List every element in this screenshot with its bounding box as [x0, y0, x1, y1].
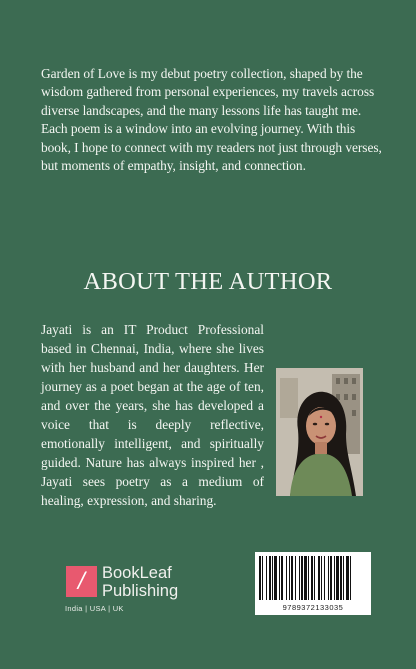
barcode-bar — [336, 556, 339, 600]
barcode-bar — [350, 556, 351, 600]
publisher-tagline: India | USA | UK — [65, 604, 124, 613]
barcode-bar — [272, 556, 273, 600]
publisher-name-line-1: BookLeaf — [102, 564, 172, 582]
barcode-bar — [343, 556, 344, 600]
barcode-bar — [330, 556, 332, 600]
author-photo — [276, 368, 363, 496]
barcode-bar — [269, 556, 271, 600]
barcode-bar — [324, 556, 325, 600]
barcode-bar — [295, 556, 296, 600]
barcode-bar — [266, 556, 267, 600]
barcode-bar — [301, 556, 303, 600]
barcode-bar — [262, 556, 263, 600]
about-author-heading: ABOUT THE AUTHOR — [83, 268, 333, 295]
barcode-bar — [281, 556, 283, 600]
barcode-bar — [274, 556, 277, 600]
barcode-bar — [314, 556, 315, 600]
barcode-bar — [308, 556, 309, 600]
barcode-bar — [291, 556, 293, 600]
barcode-bar — [259, 556, 261, 600]
isbn-barcode — [255, 552, 371, 615]
barcode-bar — [304, 556, 307, 600]
publisher-logo-mark — [66, 566, 97, 597]
publisher-name-line-2: Publishing — [102, 582, 179, 600]
barcode-bar — [346, 556, 349, 600]
barcode-bar — [340, 556, 342, 600]
author-bio: Jayati is an IT Product Professional based in Chennai, India, where she lives with her husband and her daughters. Her journey as a poet began at the age of ten, and over the years, she has developed a voice that is deeply reflective, emotionally intelligent, and spiritually guided. Nature has always inspired her , Jayati sees poetry as a medium of healing, expression, and sharing. — [41, 322, 264, 508]
barcode-bar — [311, 556, 313, 600]
barcode-bar — [279, 556, 280, 600]
barcode-bar — [289, 556, 290, 600]
barcode-bar — [286, 556, 287, 600]
logo-slash-glyph: / — [77, 568, 86, 592]
publisher-name — [102, 564, 178, 600]
barcode-bar — [321, 556, 322, 600]
barcode-bar — [299, 556, 300, 600]
barcode-bar — [334, 556, 335, 600]
back-cover-blurb: Garden of Love is my debut poetry collection, shaped by the wisdom gathered from personal experiences, my travels across diverse landscapes, and the many lessons life has taught me. Each poem is a window into an evolving journey. With this book, I hope to connect with my readers not just through verses, but moments of empathy, insight, and connection. — [41, 66, 382, 174]
barcode-bars — [259, 556, 367, 600]
barcode-bar — [318, 556, 320, 600]
barcode-bar — [328, 556, 329, 600]
isbn-number: 9789372133035 — [282, 603, 344, 612]
